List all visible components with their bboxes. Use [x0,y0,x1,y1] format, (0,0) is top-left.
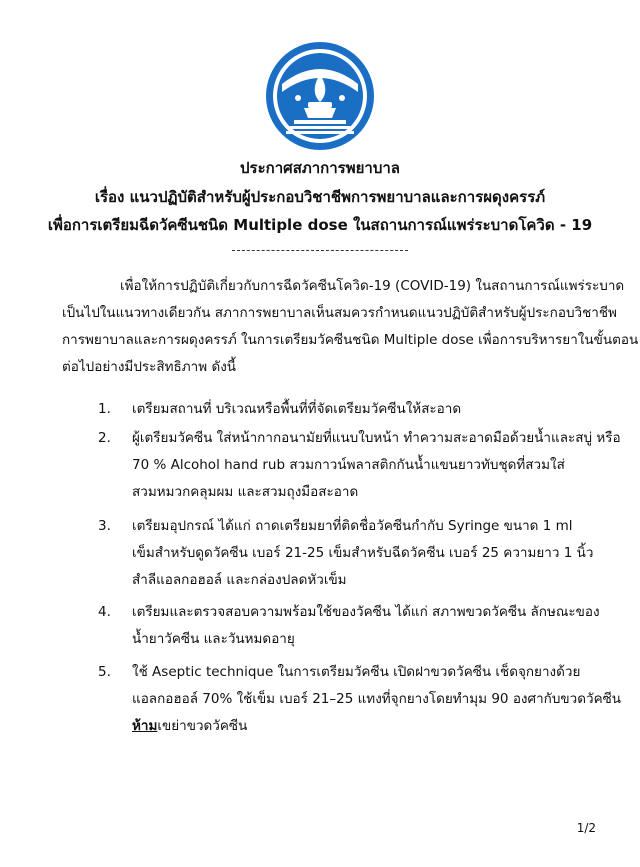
list-item-line [132,716,592,736]
item-number: 3. [98,518,111,534]
list-item-line: สวมหมวกคลุมผม และสวมถุงมือสะอาด [132,484,359,500]
list-item-line: เตรียมและตรวจสอบความพร้อมใช้ของวัคซีน ได้แก่ สภาพขวดวัคซีน ลักษณะของ [132,604,600,620]
list-item-line: 70 % Alcohol hand rub สวมกาวน์พลาสติกกันน้ำแขนยาวทับชุดที่สวมใส่ [132,457,565,473]
list-item-line: ใช้ Aseptic technique ในการเตรียมวัคซีน เปิดฝาขวดวัคซีน เช็ดจุกยางด้วย [132,664,581,680]
item-number: 4. [98,604,111,620]
intro-line: เป็นไปในแนวทางเดียวกัน สภาการพยาบาลเห็นสมควรกำหนดแนวปฏิบัติสำหรับผู้ประกอบวิชาชีพ [62,305,617,321]
subject-line: เรื่อง แนวปฏิบัติสำหรับผู้ประกอบวิชาชีพการพยาบาลและการผดุงครรภ์ [94,188,546,206]
nursing-council-seal-icon [264,40,376,152]
intro-line: เพื่อให้การปฏิบัติเกี่ยวกับการฉีดวัคซีนโควิด-19 (COVID-19) ในสถานการณ์แพร่ระบาด [120,278,625,294]
announcement-title: ประกาศสภาการพยาบาล [240,159,400,177]
intro-line: การพยาบาลและการผดุงครรภ์ ในการเตรียมวัคซีนชนิด Multiple dose เพื่อการบริหารยาในขั้นตอน [62,332,639,348]
prohibition-text: เขย่าขวดวัคซีน [157,718,248,734]
list-item-line: เตรียมอุปกรณ์ ได้แก่ ถาดเตรียมยาที่ติดชื่อวัคซีนกำกับ Syringe ขนาด 1 ml [132,518,573,534]
list-item-line: ผู้เตรียมวัคซีน ใส่หน้ากากอนามัยที่แนบใบหน้า ทำความสะอาดมือด้วยน้ำและสบู่ หรือ [132,430,621,446]
list-item-line: น้ำยาวัคซีน และวันหมดอายุ [132,631,295,647]
page-number: 1/2 [576,821,596,835]
intro-line: ต่อไปอย่างมีประสิทธิภาพ ดังนี้ [62,359,237,375]
item-number: 1. [98,401,111,417]
item-number: 5. [98,664,111,680]
list-item-line: เข็มสำหรับดูดวัคซีน เบอร์ 21-25 เข็มสำหรับฉีดวัคซีน เบอร์ 25 ความยาว 1 นิ้ว [132,545,594,561]
item-number: 2. [98,430,111,446]
list-item-line: เตรียมสถานที่ บริเวณหรือพื้นที่ที่จัดเตรียมวัคซีนให้สะอาด [132,401,462,417]
divider [232,250,408,251]
list-item-line: สำลีแอลกอฮอล์ และกล่องปลดหัวเข็ม [132,572,347,588]
subject-line-continued: เพื่อการเตรียมฉีดวัคซีนชนิด Multiple dose ในสถานการณ์แพร่ระบาดโควิด - 19 [47,216,593,234]
prohibition-word: ห้าม [132,718,158,734]
list-item-line: แอลกอฮอล์ 70% ใช้เข็ม เบอร์ 21–25 แทงที่จุกยางโดยทำมุม 90 องศากับขวดวัคซีน [132,691,621,707]
